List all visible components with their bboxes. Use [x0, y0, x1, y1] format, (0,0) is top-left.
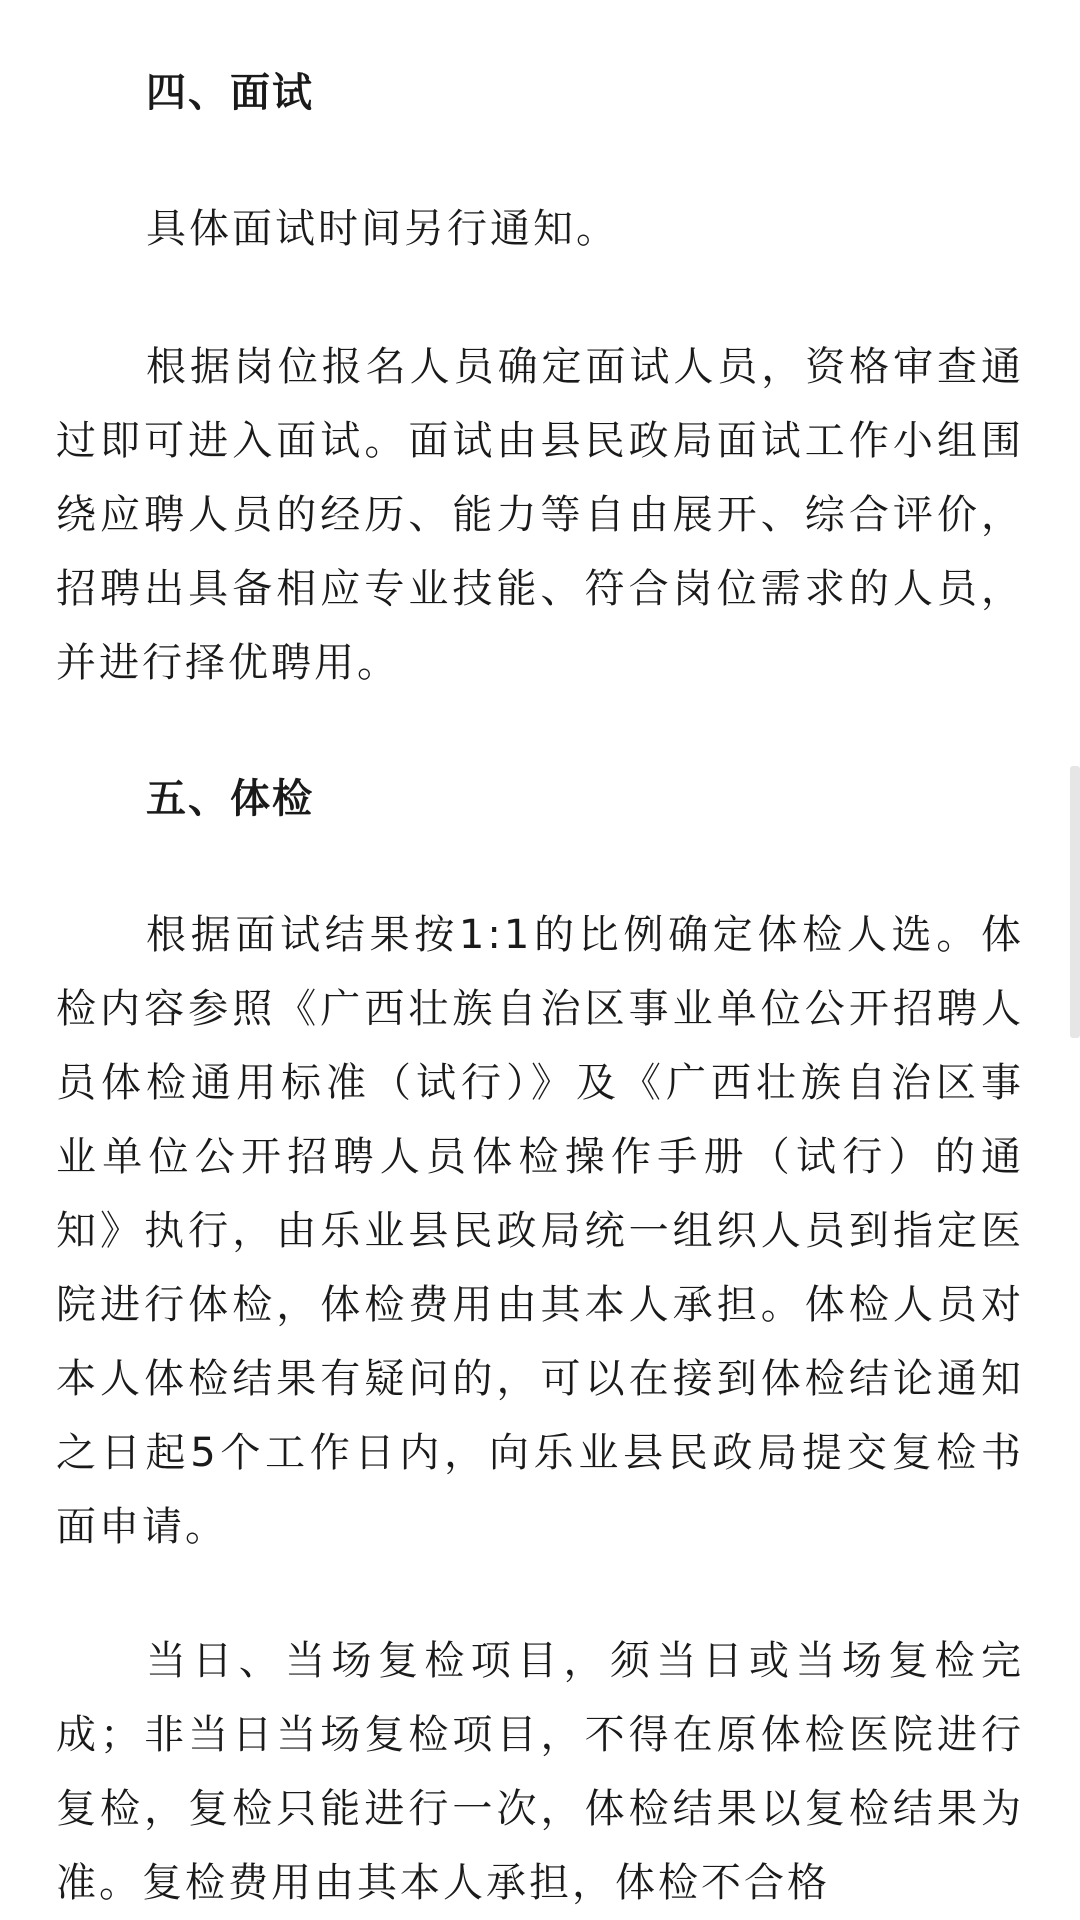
scrollbar-thumb[interactable]	[1070, 766, 1080, 1038]
section-heading-interview: 四、面试	[146, 70, 314, 116]
paragraph-recheck-details: 当日、当场复检项目，须当日或当场复检完成；非当日当场复检项目，不得在原体检医院进行复检，复检只能进行一次，体检结果以复检结果为准。复检费用由其本人承担，体检不合格	[56, 1638, 1024, 1906]
paragraph-medical-exam-details: 根据面试结果按1:1的比例确定体检人选。体检内容参照《广西壮族自治区事业单位公开招聘人员体检通用标准（试行）》及《广西壮族自治区事业单位公开招聘人员体检操作手册（试行）的通知》执行，由乐业县民政局统一组织人员到指定医院进行体检，体检费用由其本人承担。体检人员对本人体检结果有疑问的，可以在接到体检结论通知之日起5个工作日内，向乐业县民政局提交复检书面申请。	[56, 912, 1024, 1550]
paragraph-interview-details: 根据岗位报名人员确定面试人员，资格审查通过即可进入面试。面试由县民政局面试工作小组围绕应聘人员的经历、能力等自由展开、综合评价，招聘出具备相应专业技能、符合岗位需求的人员，并进行择优聘用。	[56, 344, 1024, 686]
paragraph-interview-notice: 具体面试时间另行通知。	[146, 206, 619, 252]
section-heading-medical-exam: 五、体检	[146, 776, 314, 822]
